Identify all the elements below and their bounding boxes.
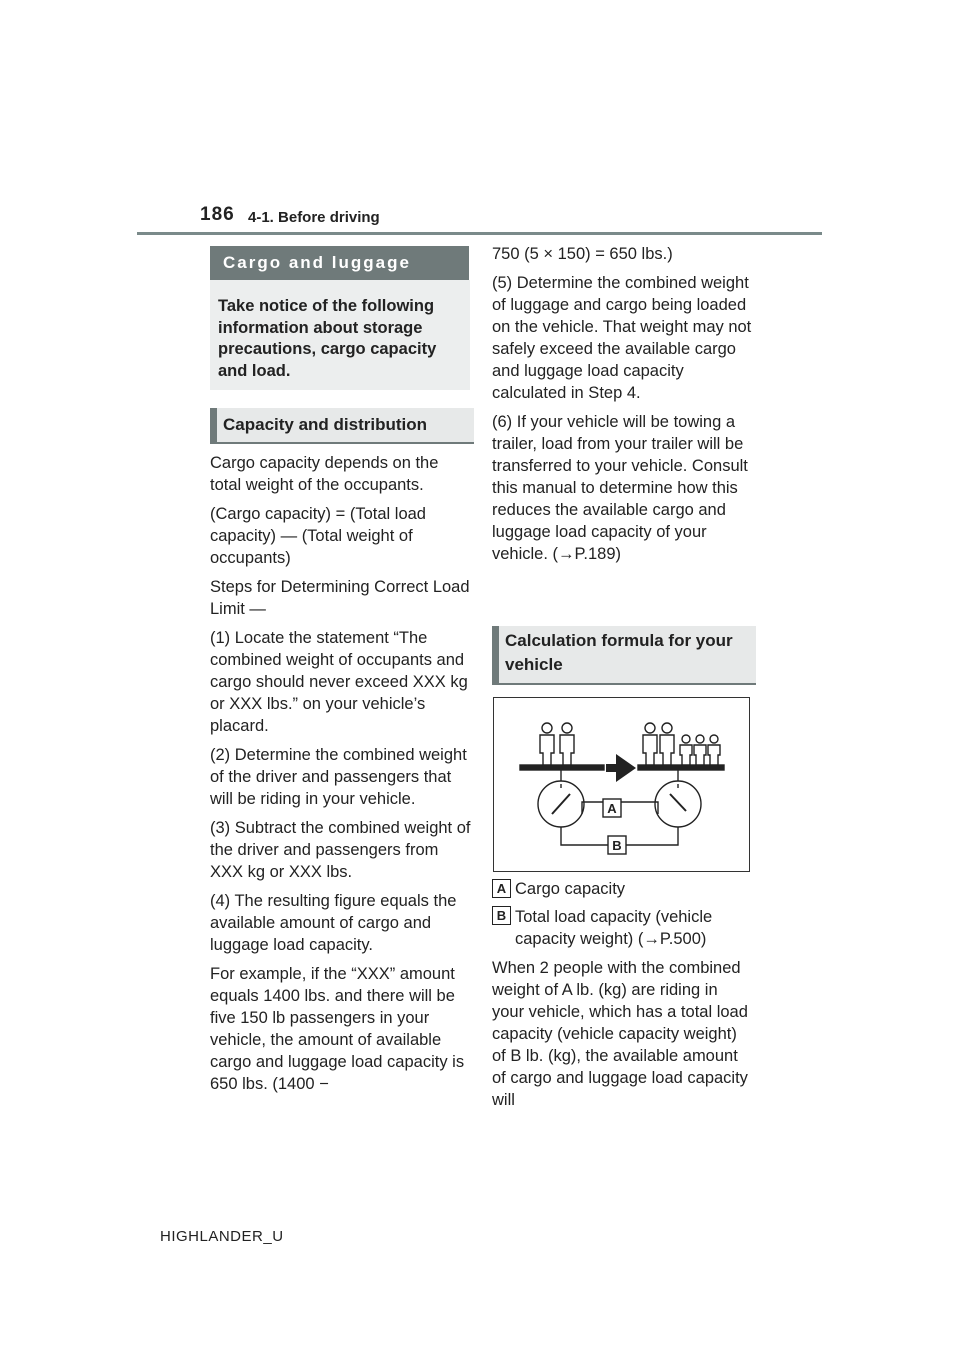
legend-item-b bbox=[492, 906, 754, 950]
paragraph: (4) The resulting figure equals the available amount of cargo and luggage load capacity. bbox=[210, 892, 457, 954]
person-icon bbox=[660, 723, 674, 765]
label-a: A bbox=[607, 801, 617, 816]
subheading-calculation: Calculation formula for your vehicle bbox=[492, 626, 756, 685]
intro-box bbox=[210, 280, 470, 390]
person-icon bbox=[540, 723, 554, 765]
main-heading: Cargo and luggage bbox=[210, 246, 469, 280]
right-column-top bbox=[492, 243, 754, 572]
person-icon bbox=[694, 735, 706, 765]
load-diagram-svg bbox=[494, 698, 749, 871]
legend-text: Cargo capacity bbox=[515, 880, 626, 898]
header-rule bbox=[137, 232, 822, 235]
person-icon bbox=[643, 723, 657, 765]
load-diagram bbox=[493, 697, 750, 872]
legend-text: Total load capacity (vehicle capacity weight) (→P.500) bbox=[515, 908, 713, 948]
legend-key: A bbox=[492, 879, 511, 898]
section-title: 4-1. Before driving bbox=[248, 209, 380, 226]
page-number: 186 bbox=[200, 204, 235, 225]
left-column bbox=[210, 452, 472, 1102]
legend-key: B bbox=[492, 906, 511, 925]
person-icon bbox=[680, 735, 692, 765]
footer-model: HIGHLANDER_U bbox=[160, 1228, 284, 1245]
legend bbox=[492, 878, 754, 1111]
legend-item-a bbox=[492, 878, 754, 900]
subheading-capacity: Capacity and distribution bbox=[210, 408, 474, 444]
paragraph: (2) Determine the combined weight of the driver and passengers that will be riding in your vehicle. bbox=[210, 746, 467, 808]
paragraph: (6) If your vehicle will be towing a trailer, load from your trailer will be transferred to your vehicle. Consult this manual to determine how this reduces the available cargo and luggage load capacity of your vehicle. (→P.189) bbox=[492, 413, 748, 563]
paragraph: (3) Subtract the combined weight of the driver and passengers from XXX kg or XXX lbs. bbox=[210, 819, 471, 881]
right-scale-platform bbox=[638, 765, 724, 770]
person-icon bbox=[560, 723, 574, 765]
label-b: B bbox=[612, 838, 622, 853]
paragraph: Steps for Determining Correct Load Limit — bbox=[210, 578, 470, 618]
paragraph: For example, if the “XXX” amount equals 1400 lbs. and there will be five 150 lb passengers in your vehicle, the amount of available cargo and luggage load capacity is 650 lbs. (1400 − bbox=[210, 965, 465, 1093]
paragraph: (5) Determine the combined weight of luggage and cargo being loaded on the vehicle. That weight may not safely exceed the available cargo and luggage load capacity calculated in Step 4. bbox=[492, 274, 752, 402]
paragraph: (Cargo capacity) = (Total load capacity) — (Total weight of occupants) bbox=[210, 505, 426, 567]
paragraph: (1) Locate the statement “The combined weight of occupants and cargo should never exceed XXX kg or XXX lbs.” on your vehicle’s placard. bbox=[210, 629, 468, 735]
left-scale-platform bbox=[520, 765, 604, 770]
intro-text: Take notice of the following information about storage precautions, cargo capacity and load. bbox=[218, 297, 437, 380]
arrow-icon bbox=[606, 754, 636, 782]
paragraph: Cargo capacity depends on the total weight of the occupants. bbox=[210, 454, 439, 494]
closing-paragraph: When 2 people with the combined weight of A lb. (kg) are riding in your vehicle, which has a total load capacity (vehicle capacity weight) of B lb. (kg), the available amount of cargo and luggage load capacity will bbox=[492, 959, 748, 1109]
paragraph: 750 (5 × 150) = 650 lbs.) bbox=[492, 245, 673, 263]
person-icon bbox=[708, 735, 720, 765]
